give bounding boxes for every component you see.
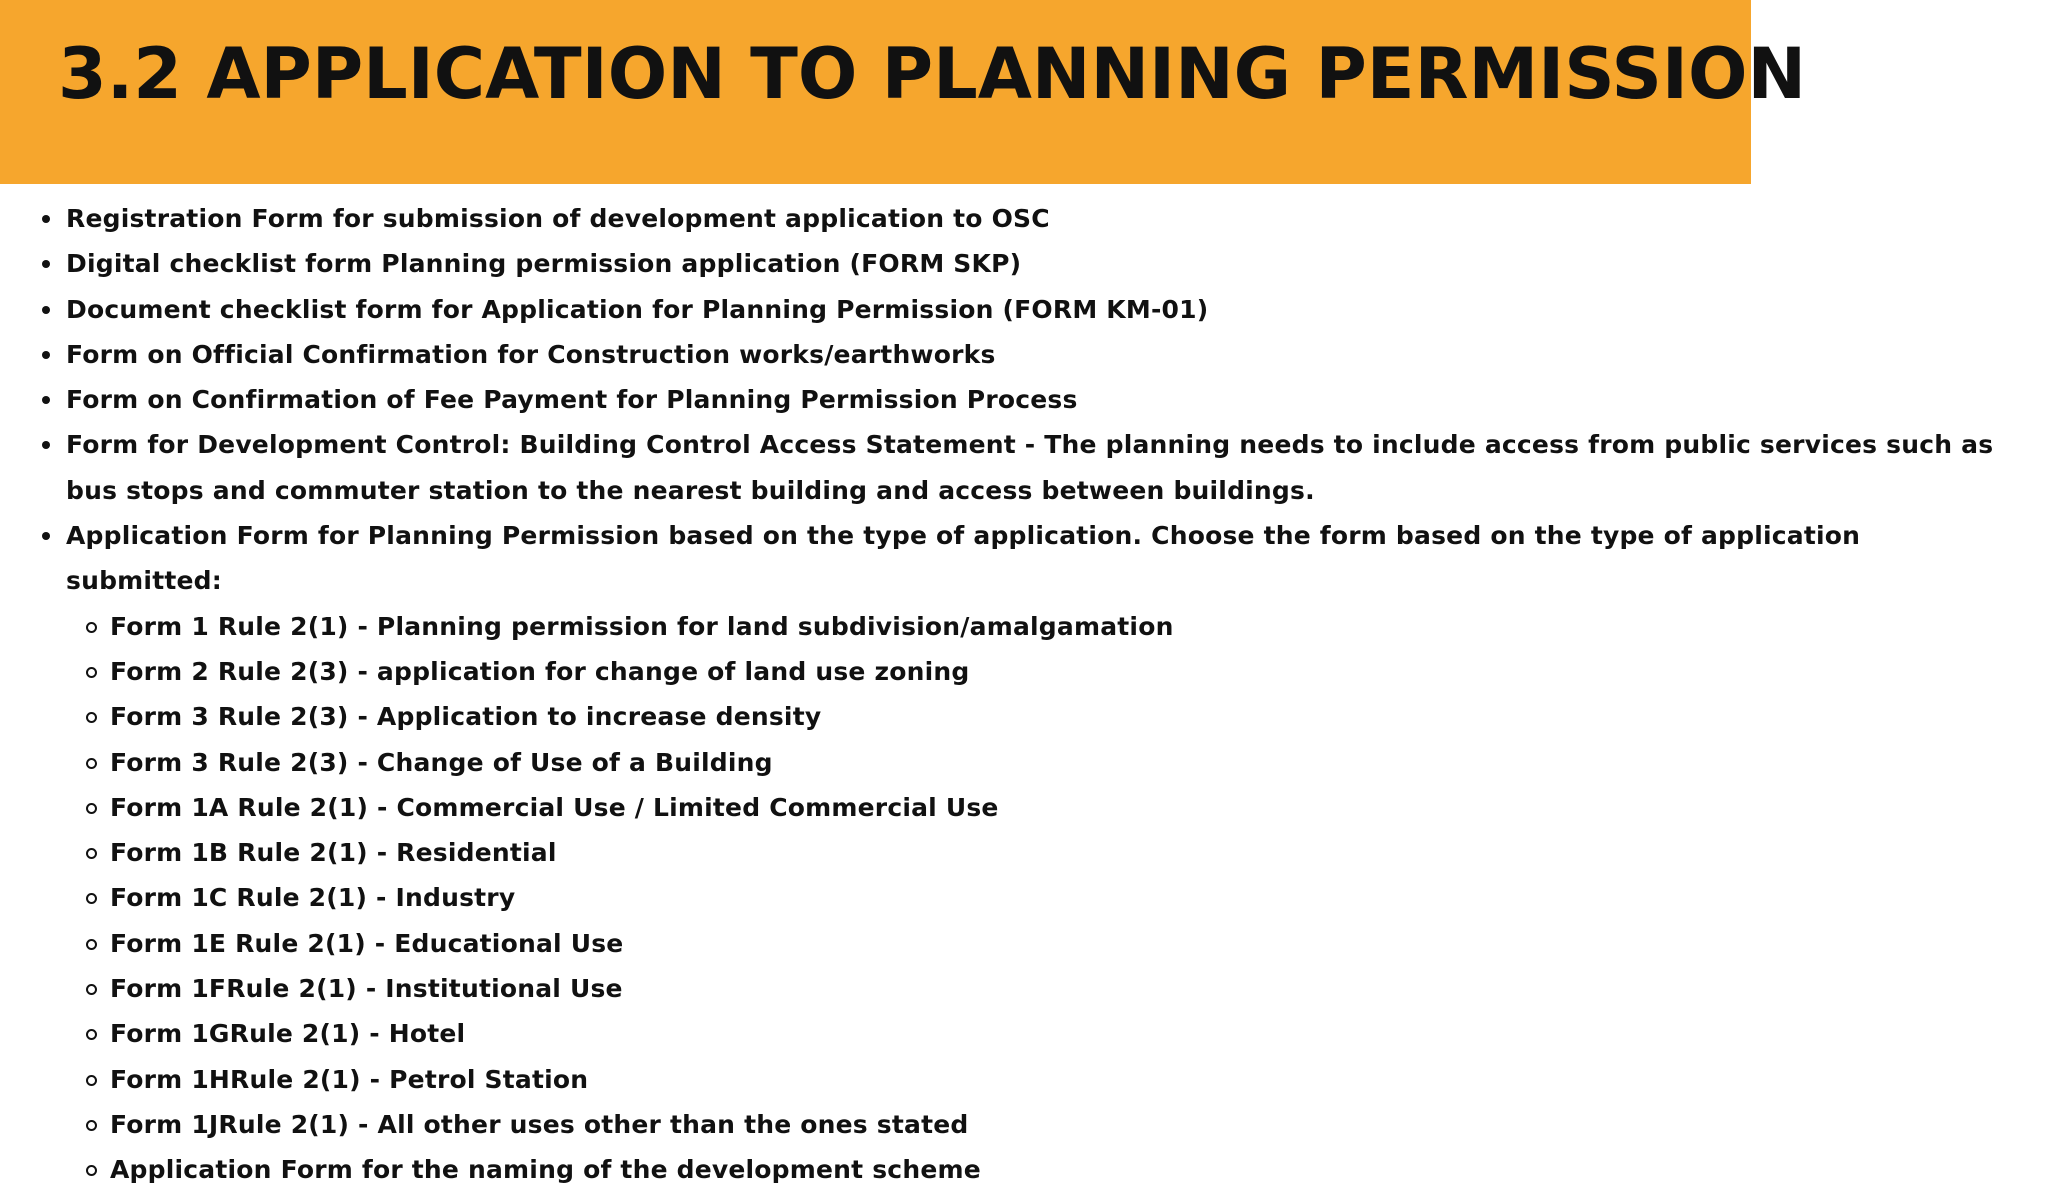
sub-list-item-text: Form 1GRule 2(1) - Hotel [110, 1019, 466, 1049]
sub-list-item-text: Form 1B Rule 2(1) - Residential [110, 838, 557, 868]
bullet-icon [42, 441, 50, 449]
list-item [0, 287, 2048, 332]
list-item-text: Form for Development Control: Building Control Access Statement - The planning needs to include access from public services such as bus stops and commuter station to the nearest building and access between buildings. [66, 430, 1994, 505]
bullet-icon [42, 532, 50, 540]
list-item-text: Application Form for Planning Permission based on the type of application. Choose the form based on the type of application submitted: [66, 521, 1861, 596]
sub-list-item [0, 1057, 2008, 1102]
list-item [0, 196, 2048, 241]
sub-list-item [0, 966, 2008, 1011]
circle-bullet-icon [86, 1120, 97, 1131]
sub-list-item-text: Form 1JRule 2(1) - All other uses other than the ones stated [110, 1109, 969, 1139]
list-item-text: Registration Form for submission of development application to OSC [66, 204, 1050, 233]
circle-bullet-icon [86, 1029, 97, 1040]
sub-list-item [0, 604, 2008, 649]
circle-bullet-icon [86, 803, 97, 814]
list-item [0, 377, 2048, 422]
sub-list-item-text: Form 1HRule 2(1) - Petrol Station [110, 1064, 589, 1094]
bullet-icon [42, 260, 50, 268]
sub-list-item-text: Form 3 Rule 2(3) - Application to increase density [110, 702, 822, 732]
sub-list-item-text: Form 1FRule 2(1) - Institutional Use [110, 974, 623, 1004]
requirements-list [0, 196, 2048, 1193]
sub-list-item [0, 649, 2008, 694]
sub-list-item [0, 875, 2008, 920]
circle-bullet-icon [86, 893, 97, 904]
list-item [0, 241, 2048, 286]
sub-list-item [0, 921, 2008, 966]
content-area [0, 196, 2048, 1193]
sub-list-item [0, 694, 2008, 739]
sub-list-item [0, 1011, 2008, 1056]
list-item [0, 332, 2048, 377]
circle-bullet-icon [86, 1165, 97, 1176]
circle-bullet-icon [86, 848, 97, 859]
bullet-icon [42, 215, 50, 223]
list-item [0, 422, 2048, 513]
bullet-icon [42, 351, 50, 359]
bullet-icon [42, 396, 50, 404]
bullet-icon [42, 306, 50, 314]
list-item-text: Document checklist form for Application for Planning Permission (FORM KM-01) [66, 294, 1209, 324]
sub-list-item [0, 740, 2008, 785]
sub-list-item-text: Form 3 Rule 2(3) - Change of Use of a Building [110, 747, 773, 777]
circle-bullet-icon [86, 712, 97, 723]
circle-bullet-icon [86, 667, 97, 678]
list-item-text: Form on Official Confirmation for Construction works/earthworks [66, 339, 996, 369]
circle-bullet-icon [86, 758, 97, 769]
page-title: 3.2 APPLICATION TO PLANNING PERMISSION [58, 33, 1807, 115]
sub-list-item [0, 830, 2008, 875]
circle-bullet-icon [86, 622, 97, 633]
sub-list-item [0, 1102, 2008, 1147]
circle-bullet-icon [86, 984, 97, 995]
sub-list-item-text: Form 1C Rule 2(1) - Industry [110, 883, 516, 913]
list-item [0, 513, 2048, 1192]
sub-list-item [0, 785, 2008, 830]
sub-list-item [0, 1147, 2008, 1192]
list-item-text: Digital checklist form Planning permission application (FORM SKP) [66, 249, 1022, 279]
sub-list-item-text: Application Form for the naming of the development scheme [110, 1155, 981, 1185]
circle-bullet-icon [86, 939, 97, 950]
sub-list-item-text: Form 1A Rule 2(1) - Commercial Use / Limited Commercial Use [110, 792, 999, 822]
application-forms-list [0, 604, 2008, 1193]
sub-list-item-text: Form 1E Rule 2(1) - Educational Use [110, 928, 624, 958]
circle-bullet-icon [86, 1075, 97, 1086]
sub-list-item-text: Form 1 Rule 2(1) - Planning permission for land subdivision/amalgamation [110, 611, 1174, 641]
sub-list-item-text: Form 2 Rule 2(3) - application for change of land use zoning [110, 656, 970, 686]
title-banner [0, 0, 1807, 184]
list-item-text: Form on Confirmation of Fee Payment for Planning Permission Process [66, 385, 1078, 415]
